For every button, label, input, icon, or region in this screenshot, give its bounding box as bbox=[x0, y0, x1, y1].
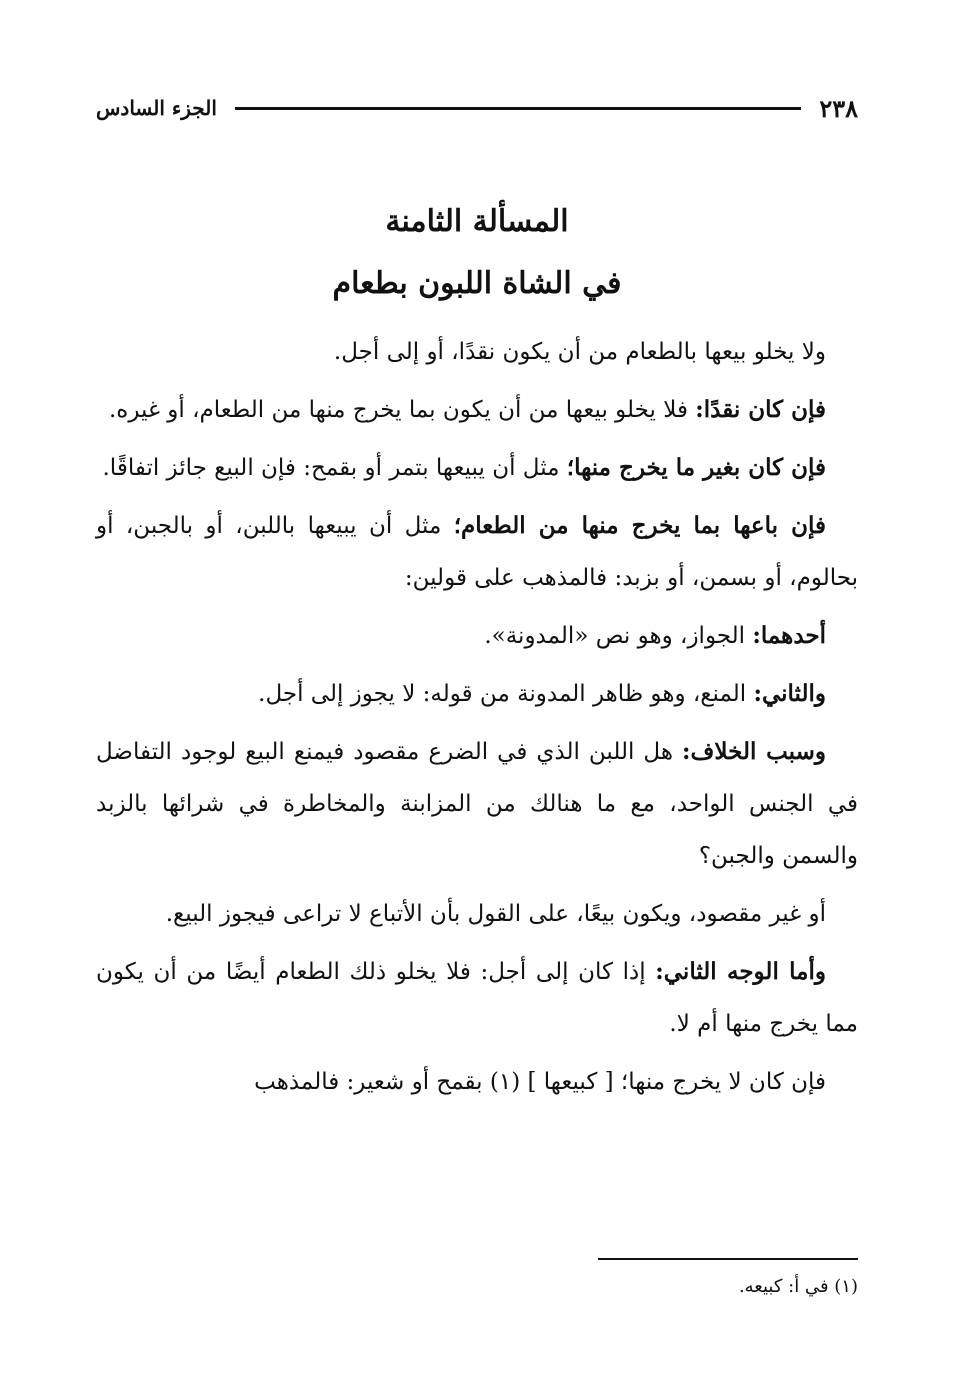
body-text bbox=[96, 326, 858, 1114]
paragraph-text: أو غير مقصود، ويكون بيعًا، على القول بأن الأتباع لا تراعى فيجوز البيع. bbox=[165, 901, 826, 927]
page-number: ٢٣٨ bbox=[819, 93, 858, 123]
paragraph-lead: فإن كان نقدًا: bbox=[695, 396, 826, 423]
running-title: الجزء السادس bbox=[96, 96, 217, 120]
paragraph bbox=[96, 1056, 858, 1108]
paragraph-lead: وأما الوجه الثاني: bbox=[655, 958, 826, 985]
paragraph bbox=[96, 326, 858, 378]
paragraph bbox=[96, 726, 858, 882]
header-rule bbox=[235, 107, 801, 110]
paragraph-text: المنع، وهو ظاهر المدونة من قوله: لا يجوز إلى أجل. bbox=[258, 681, 754, 707]
paragraph bbox=[96, 888, 858, 940]
chapter-subtitle: في الشاة اللبون بطعام bbox=[332, 266, 622, 301]
paragraph-text: هل اللبن الذي في الضرع مقصود فيمنع البيع لوجود التفاضل في الجنس الواحد، مع ما هنالك من المزابنة والمخاطرة في شرائها بالزبد والسمن والجبن؟ bbox=[96, 739, 858, 869]
paragraph bbox=[96, 610, 858, 662]
paragraph bbox=[96, 500, 858, 604]
paragraph-lead: فإن باعها بما يخرج منها من الطعام؛ bbox=[453, 512, 826, 539]
footnote-rule bbox=[598, 1258, 858, 1260]
paragraph-text: فلا يخلو بيعها من أن يكون بما يخرج منها من الطعام، أو غيره. bbox=[108, 397, 696, 423]
chapter-title: المسألة الثامنة bbox=[385, 204, 569, 239]
paragraph-text: مثل أن يبيعها بتمر أو بقمح: فإن البيع جائز اتفاقًا. bbox=[102, 455, 567, 481]
footnote: (١) في أ: كبيعه. bbox=[738, 1276, 858, 1297]
paragraph-lead: أحدهما: bbox=[752, 622, 826, 649]
paragraph bbox=[96, 384, 858, 436]
paragraph bbox=[96, 442, 858, 494]
paragraph-text: مثل أن يبيعها باللبن، أو بالجبن، أو بحالوم، أو بسمن، أو بزبد: فالمذهب على قولين: bbox=[96, 513, 858, 591]
page-header bbox=[96, 88, 858, 128]
paragraph bbox=[96, 668, 858, 720]
paragraph-text: ولا يخلو بيعها بالطعام من أن يكون نقدًا، أو إلى أجل. bbox=[333, 339, 826, 365]
paragraph-text: إذا كان إلى أجل: فلا يخلو ذلك الطعام أيضًا من أن يكون مما يخرج منها أم لا. bbox=[96, 959, 858, 1037]
paragraph-lead: فإن كان بغير ما يخرج منها؛ bbox=[566, 454, 826, 481]
paragraph-text: الجواز، وهو نص «المدونة». bbox=[484, 623, 753, 649]
paragraph-text: فإن كان لا يخرج منها؛ [ كبيعها ] (١) بقمح أو شعير: فالمذهب bbox=[254, 1069, 826, 1095]
paragraph-lead: وسبب الخلاف: bbox=[682, 738, 826, 765]
paragraph bbox=[96, 946, 858, 1050]
paragraph-lead: والثاني: bbox=[753, 680, 826, 707]
